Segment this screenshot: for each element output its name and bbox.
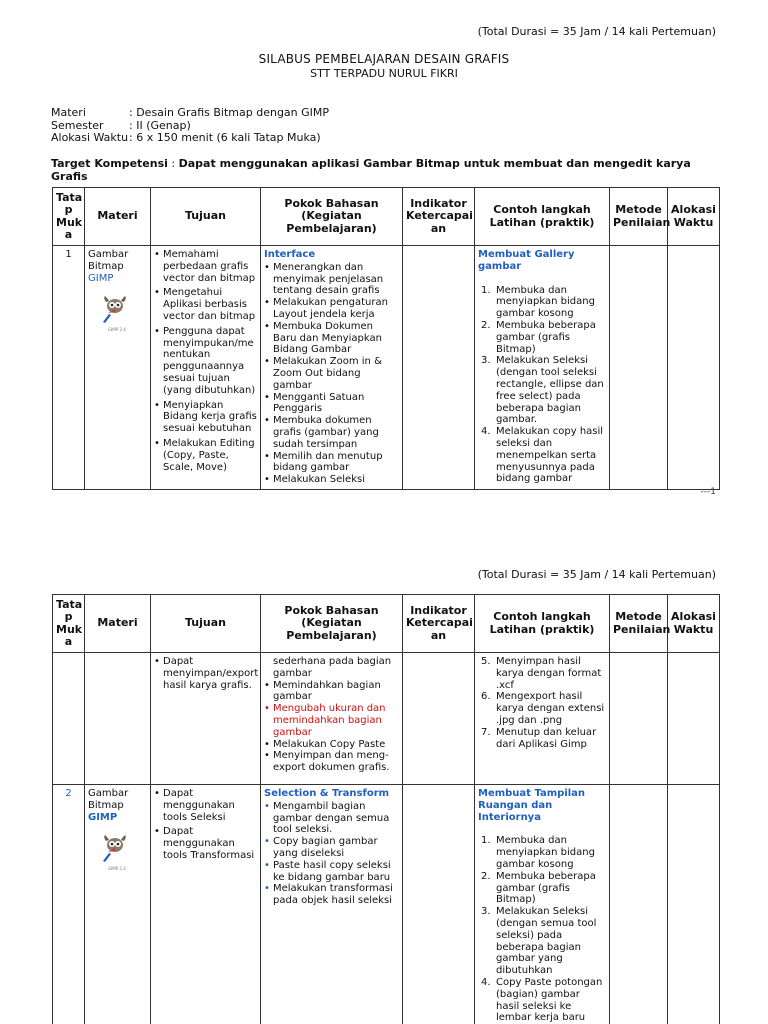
target-colon: :: [167, 157, 179, 170]
item-number: 7.: [481, 726, 491, 738]
list-item: • Copy bagian gambar yang diseleksi: [264, 836, 399, 860]
materi-cell: [85, 785, 151, 1024]
alokasi-cell: [668, 653, 720, 785]
pokok-title: Interface: [264, 249, 316, 260]
contoh-title: Membuat Gallery gambar: [478, 249, 575, 272]
table-header-row: [53, 188, 720, 246]
item-text: Membuka beberapa gambar (grafis Bitmap): [496, 319, 596, 355]
materi-gimp: GIMP: [88, 811, 118, 823]
header-indikator: Indikator Ketercapai an: [403, 595, 475, 653]
header-tatap-muka: Tata p Muk a: [53, 188, 85, 246]
list-item: • Melakukan transformasi pada objek hasil seleksi: [264, 883, 399, 907]
list-item: • Memahami perbedaan grafis vector dan bitmap: [154, 249, 257, 284]
item-number: 3.: [481, 355, 491, 367]
target-label: Target Kompetensi: [51, 157, 168, 170]
item-text: Melakukan copy hasil seleksi dan menempelkan serta menyusunnya pada bidang gambar: [496, 426, 604, 485]
meta-value: : Desain Grafis Bitmap dengan GIMP: [129, 106, 330, 119]
item-number: 2.: [481, 319, 491, 331]
item-number: 3.: [481, 906, 491, 918]
list-item: • Membuka Dokumen Baru dan Menyiapkan Bidang Gambar: [264, 321, 399, 356]
contoh-title: Membuat Tampilan Ruangan dan Interiornya: [478, 788, 586, 823]
list-item-highlighted: • Mengubah ukuran dan memindahkan bagian gambar: [264, 703, 399, 738]
item-text: Membuka dan menyiapkan bidang gambar kosong: [496, 284, 595, 320]
header-tujuan: Tujuan: [151, 595, 261, 653]
tujuan-cell: [151, 653, 261, 785]
materi-text: Gambar Bitmap: [88, 788, 129, 811]
meta-value: : 6 x 150 menit (6 kali Tatap Muka): [129, 131, 321, 144]
item-number: 2.: [481, 870, 491, 882]
syllabus-table-page2: [52, 594, 720, 1024]
header-pokok-bahasan: Pokok Bahasan (Kegiatan Pembelajaran): [261, 595, 403, 653]
header-contoh-latihan: Contoh langkah Latihan (praktik): [475, 188, 610, 246]
item-number: 6.: [481, 691, 491, 703]
indikator-cell: [403, 785, 475, 1024]
meta-row-alokasi: [51, 132, 329, 145]
tujuan-cell: [151, 246, 261, 490]
list-item: [478, 656, 606, 691]
list-item: • Memilih dan menutup bidang gambar: [264, 451, 399, 475]
materi-text: Gambar Bitmap: [88, 249, 129, 272]
header-materi: Materi: [85, 595, 151, 653]
row-number: 2: [53, 785, 85, 1024]
gimp-caption: GIMP 2.4: [108, 866, 126, 872]
table-row: [53, 653, 720, 785]
list-item: [478, 871, 606, 906]
list-item: [478, 355, 606, 426]
header-contoh-latihan: Contoh langkah Latihan (praktik): [475, 595, 610, 653]
table-row: [53, 785, 720, 1024]
list-item: • Melakukan Seleksi: [264, 474, 399, 486]
pokok-bahasan-cell: [261, 785, 403, 1024]
item-text: Membuka beberapa gambar (grafis Bitmap): [496, 870, 596, 906]
tujuan-cell: [151, 785, 261, 1024]
list-item: • Pengguna dapat menyimpukan/me nentukan penggunaannya sesuai tujuan (yang dibutuhkan): [154, 326, 257, 397]
indikator-cell: [403, 246, 475, 490]
gimp-logo-icon: [100, 294, 128, 324]
pokok-continued-text: sederhana pada bagian gambar: [273, 656, 392, 679]
meta-value: : II (Genap): [129, 118, 191, 132]
list-item: • Melakukan pengaturan Layout jendela kerja: [264, 297, 399, 321]
table-row: [53, 246, 720, 490]
meta-key: Alokasi Waktu: [51, 131, 129, 144]
page-number: ---1: [700, 487, 716, 497]
item-text: Menyimpan hasil karya dengan format .xcf: [496, 656, 602, 691]
header-indikator: Indikator Ketercapai an: [403, 188, 475, 246]
gimp-caption: GIMP 2.4: [108, 327, 126, 333]
item-text: Melakukan Seleksi (dengan tool seleksi rectangle, ellipse dan free select) pada beberapa bagian gambar.: [496, 355, 604, 426]
metode-cell: [610, 246, 668, 490]
materi-cell: [85, 246, 151, 490]
total-durasi-note-page2: (Total Durasi = 35 Jam / 14 kali Pertemuan): [477, 568, 716, 581]
header-pokok-bahasan: Pokok Bahasan (Kegiatan Pembelajaran): [261, 188, 403, 246]
list-item: • Paste hasil copy seleksi ke bidang gambar baru: [264, 860, 399, 884]
list-item: [478, 727, 606, 751]
item-text: Copy Paste potongan (bagian) gambar hasil seleksi ke lembar kerja baru: [496, 976, 603, 1024]
item-text: Membuka dan menyiapkan bidang gambar kosong: [496, 835, 595, 870]
meta-row-materi: [51, 107, 329, 120]
table-header-row: [53, 595, 720, 653]
list-item: • Mengetahui Aplikasi berbasis vector dan bitmap: [154, 287, 257, 322]
syllabus-table-page1: [52, 187, 720, 490]
list-item: [478, 426, 606, 485]
header-materi: Materi: [85, 188, 151, 246]
alokasi-cell: [668, 785, 720, 1024]
list-item: • Dapat menyimpan/export hasil karya grafis.: [154, 656, 257, 691]
list-item: • Dapat menggunakan tools Seleksi: [154, 788, 257, 823]
list-item: • Melakukan Copy Paste: [264, 739, 399, 751]
target-kompetensi: [51, 157, 731, 183]
list-item: • Dapat menggunakan tools Transformasi: [154, 826, 257, 861]
item-number: 1.: [481, 835, 491, 847]
list-item: • Membuka dokumen grafis (gambar) yang sudah tersimpan: [264, 415, 399, 450]
list-item: [478, 320, 606, 355]
header-tujuan: Tujuan: [151, 188, 261, 246]
contoh-cell: [475, 785, 610, 1024]
target-text: Dapat menggunakan aplikasi Gambar Bitmap untuk membuat dan mengedit karya Grafis: [51, 157, 691, 183]
list-item: • Mengambil bagian gambar dengan semua tool seleksi.: [264, 801, 399, 836]
row-number: 1: [53, 246, 85, 490]
header-metode-penilaian: Metode Penilaian: [610, 188, 668, 246]
item-text: Mengexport hasil karya dengan extensi .jpg dan .png: [496, 691, 605, 726]
metode-cell: [610, 653, 668, 785]
header-metode-penilaian: Metode Penilaian: [610, 595, 668, 653]
meta-key: Semester: [51, 118, 104, 132]
item-text: Menutup dan keluar dari Aplikasi Gimp: [496, 726, 597, 750]
header-alokasi-waktu: Alokasi Waktu: [668, 188, 720, 246]
list-item: • Melakukan Zoom in & Zoom Out bidang gambar: [264, 356, 399, 391]
list-item: • Melakukan Editing (Copy, Paste, Scale, Move): [154, 438, 257, 473]
list-item: • Menerangkan dan menyimak penjelasan tentang desain grafis: [264, 262, 399, 297]
list-item: • Mengganti Satuan Penggaris: [264, 392, 399, 416]
pokok-bahasan-cell: [261, 653, 403, 785]
total-durasi-note: (Total Durasi = 35 Jam / 14 kali Pertemuan): [477, 25, 716, 38]
page-subtitle: STT TERPADU NURUL FIKRI: [310, 67, 458, 80]
item-number: 4.: [481, 976, 491, 988]
metode-cell: [610, 785, 668, 1024]
materi-cell: [85, 653, 151, 785]
item-text: Melakukan Seleksi (dengan semua tool seleksi) pada beberapa bagian gambar yang dibutuhkan: [496, 906, 597, 977]
list-item: [478, 977, 606, 1024]
pokok-title: Selection & Transform: [264, 788, 390, 799]
page-title: SILABUS PEMBELAJARAN DESAIN GRAFIS: [258, 52, 510, 66]
materi-gimp: GIMP: [88, 272, 114, 284]
pokok-bahasan-cell: [261, 246, 403, 490]
list-item: [478, 691, 606, 726]
list-item: [478, 906, 606, 977]
gimp-logo-icon: [100, 833, 128, 863]
alokasi-cell: [668, 246, 720, 490]
contoh-cell: [475, 246, 610, 490]
list-item: [478, 285, 606, 320]
list-item: • Memindahkan bagian gambar: [264, 680, 399, 704]
item-number: 1.: [481, 284, 491, 296]
meta-key: Materi: [51, 106, 86, 119]
header-alokasi-waktu: Alokasi Waktu: [668, 595, 720, 653]
list-item: [478, 835, 606, 870]
item-number: 5.: [481, 656, 491, 667]
contoh-cell: [475, 653, 610, 785]
indikator-cell: [403, 653, 475, 785]
item-number: 4.: [481, 426, 491, 438]
list-item: • Menyiapkan Bidang kerja grafis sesuai kebutuhan: [154, 400, 257, 435]
list-item: • Menyimpan dan meng-export dokumen grafis.: [264, 750, 399, 774]
header-tatap-muka: Tata p Muk a: [53, 595, 85, 653]
row-number: [53, 653, 85, 785]
course-meta: [51, 107, 329, 145]
